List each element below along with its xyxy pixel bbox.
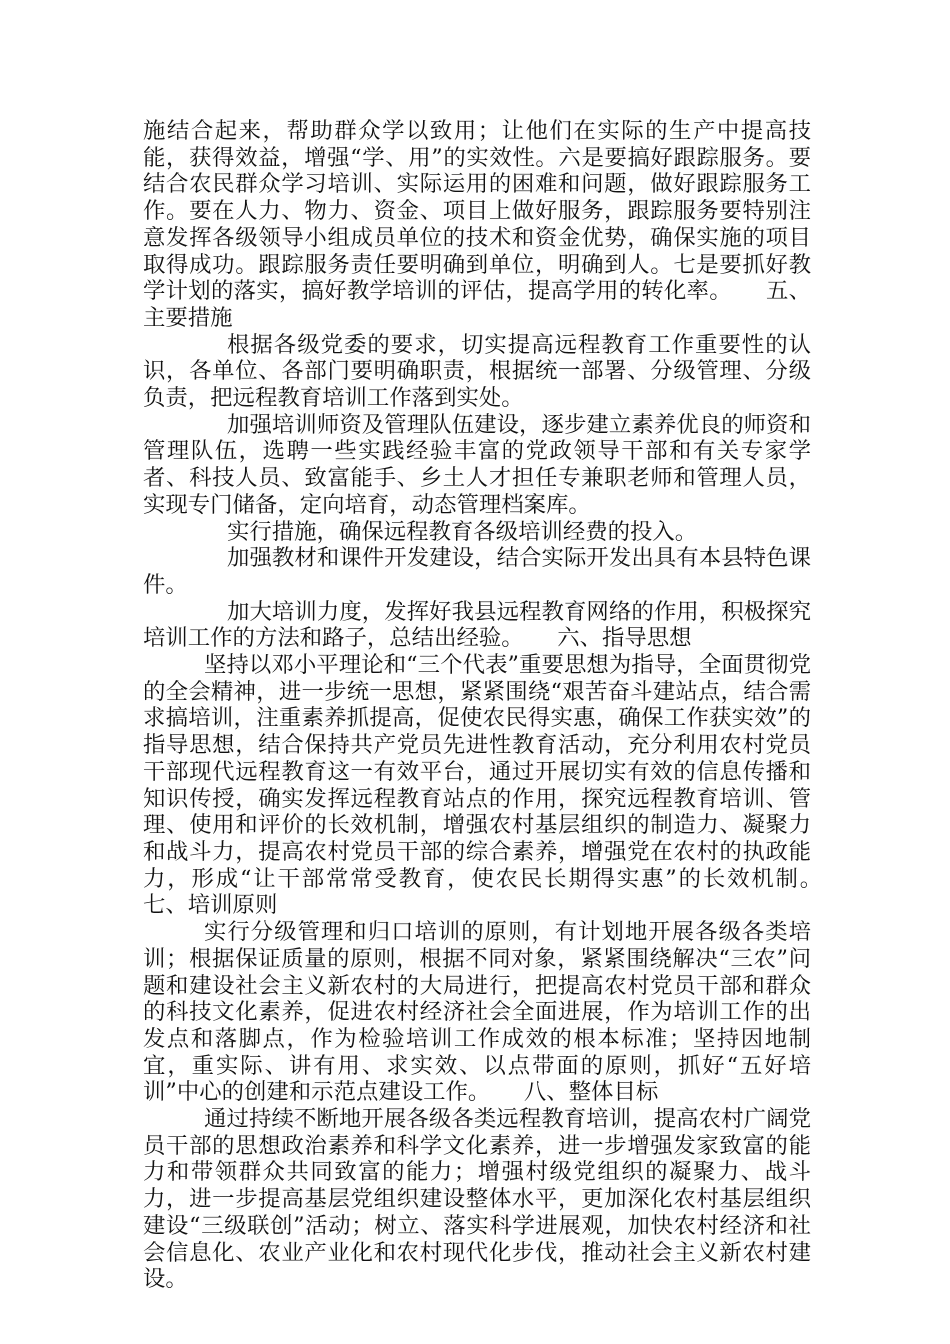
paragraph-training-principles-overall-goal: 实行分级管理和归口培训的原则，有计划地开展各级各类培训；根据保证质量的原则，根据不同对象，紧紧围绕解决“三农”问题和建设社会主义新农村的大局进行，把提高农村党员干部和群众的科技文化素养，促进农村经济社会全面进展，作为培训工作的出发点和落脚点，作为检验培训工作成效的根本标准；坚持因地制宜，重实际、讲有用、求实效、以点带面的原则，抓好“五好培训”中心的创建和示范点建设工作。 八、整体目标 [143,919,811,1106]
paragraph-funding-input: 实行措施，确保远程教育各级培训经费的投入。 [227,518,698,545]
document-body [143,118,856,1293]
paragraph-courseware-development: 加强教材和课件开发建设，结合实际开发出具有本县特色课件。 [143,545,811,598]
paragraph-teacher-team-building: 加强培训师资及管理队伍建设，逐步建立素养优良的师资和管理队伍，选聘一些实践经验丰富的党政领导干部和有关专家学者、科技人员、致富能手、乡土人才担任专兼职老师和管理人员，实现专门储备，定向培育，动态管理档案库。 [143,411,811,518]
paragraph-training-intensity-guiding-thought: 加大培训力度，发挥好我县远程教育网络的作用，积极探究培训工作的方法和路子，总结出经验。 六、指导思想 [143,598,811,652]
paragraph-party-committee-requirements: 根据各级党委的要求，切实提高远程教育工作重要性的认识，各单位、各部门要明确职责，根据统一部署、分级管理、分级负责，把远程教育培训工作落到实处。 [143,331,811,412]
paragraph-continuation-main-measures: 施结合起来，帮助群众学以致用；让他们在实际的生产中提高技能，获得效益，增强“学、用”的实效性。六是要搞好跟踪服务。要结合农民群众学习培训、实际运用的困难和问题，做好跟踪服务工作。要在人力、物力、资金、项目上做好服务，跟踪服务要特别注意发挥各级领导小组成员单位的技术和资金优势，确保实施的项目取得成功。跟踪服务责任要明确到单位，明确到人。七是要抓好教学计划的落实，搞好教学培训的评估，提高学用的转化率。 五、主要措施 [143,118,811,331]
paragraph-overall-goal: 通过持续不断地开展各级各类远程教育培训，提高农村广阔党员干部的思想政治素养和科学文化素养，进一步增强发家致富的能力和带领群众共同致富的能力；增强村级党组织的凝聚力、战斗力，进一步提高基层党组织建设整体水平，更加深化农村基层组织建设“三级联创”活动；树立、落实科学进展观，加快农村经济和社会信息化、农业产业化和农村现代化步伐，推动社会主义新农村建设。 [143,1106,811,1293]
paragraph-guiding-thought-training-principles: 坚持以邓小平理论和“三个代表”重要思想为指导，全面贯彻党的全会精神，进一步统一思想，紧紧围绕“艰苦奋斗建站点，结合需求搞培训，注重素养抓提高，促使农民得实惠，确保工作获实效”的指导思想，结合保持共产党员先进性教育活动，充分利用农村党员干部现代远程教育这一有效平台，通过开展切实有效的信息传播和知识传授，确实发挥远程教育站点的作用，探究远程教育培训、管理、使用和评价的长效机制，增强农村基层组织的制造力、凝聚力和战斗力，提高农村党员干部的综合素养，增强党在农村的执政能力，形成“让干部常常受教育，使农民长期得实惠”的长效机制。 七、培训原则 [143,652,856,919]
